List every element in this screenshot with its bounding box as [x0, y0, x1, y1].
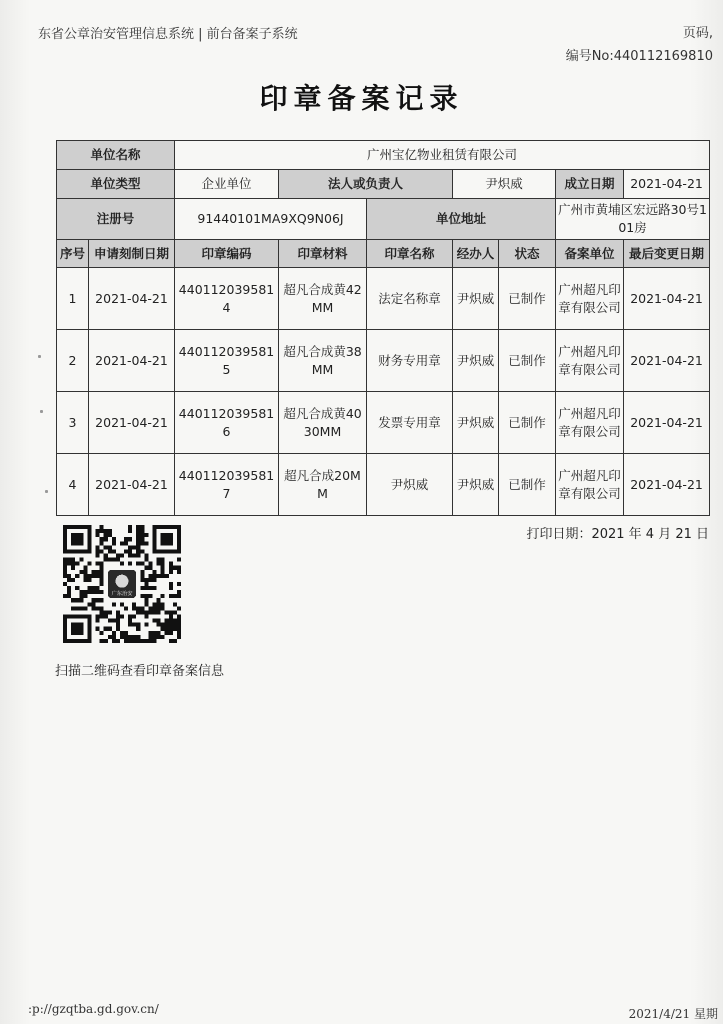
- established-label: 成立日期: [556, 170, 624, 199]
- seal-name: 财务专用章: [367, 330, 453, 392]
- seal-material: 超凡合成黄4030MM: [279, 392, 367, 454]
- seal-name: 发票专用章: [367, 392, 453, 454]
- table-row: [57, 330, 710, 392]
- scan-instruction: 扫描二维码查看印章备案信息: [55, 664, 225, 679]
- table-row: [57, 268, 710, 330]
- column-header: 经办人: [453, 240, 499, 268]
- system-header: 东省公章治安管理信息系统 | 前台备案子系统: [38, 27, 298, 42]
- seal-material: 超凡合成20MM: [279, 454, 367, 516]
- last-change-date: 2021-04-21: [624, 392, 710, 454]
- print-date: 打印日期：2021 年 4 月 21 日: [526, 527, 709, 542]
- seal-name: 法定名称章: [367, 268, 453, 330]
- established-value: 2021-04-21: [624, 170, 710, 199]
- scan-speck: [45, 490, 48, 493]
- reg-no-value: 91440101MA9XQ9N06J: [175, 199, 367, 240]
- legal-person-label: 法人或负责人: [279, 170, 453, 199]
- address-value: 广州市黄埔区宏远路30号101房: [556, 199, 710, 240]
- unit-type-row: [57, 170, 710, 199]
- filing-unit: 广州超凡印章有限公司: [556, 268, 624, 330]
- column-header: 序号: [57, 240, 89, 268]
- handler: 尹炽威: [453, 268, 499, 330]
- apply-date: 2021-04-21: [89, 330, 175, 392]
- seal-record-table: [56, 140, 710, 516]
- scan-speck: [40, 410, 43, 413]
- column-header: 申请刻制日期: [89, 240, 175, 268]
- registration-row: [57, 199, 710, 240]
- column-header: 备案单位: [556, 240, 624, 268]
- seal-code: 4401120395816: [175, 392, 279, 454]
- status: 已制作: [499, 268, 556, 330]
- column-header: 印章材料: [279, 240, 367, 268]
- row-no: 3: [57, 392, 89, 454]
- scan-speck: [38, 355, 41, 358]
- status: 已制作: [499, 454, 556, 516]
- apply-date: 2021-04-21: [89, 392, 175, 454]
- table-row: [57, 392, 710, 454]
- unit-type-label: 单位类型: [57, 170, 175, 199]
- last-change-date: 2021-04-21: [624, 330, 710, 392]
- footer-url[interactable]: :p://gzqtba.gd.gov.cn/: [28, 1002, 159, 1016]
- handler: 尹炽威: [453, 330, 499, 392]
- seal-material: 超凡合成黄42MM: [279, 268, 367, 330]
- column-header: 印章编码: [175, 240, 279, 268]
- apply-date: 2021-04-21: [89, 454, 175, 516]
- address-label: 单位地址: [367, 199, 556, 240]
- page-title: 印章备案记录: [259, 82, 464, 115]
- last-change-date: 2021-04-21: [624, 268, 710, 330]
- table-row: [57, 454, 710, 516]
- legal-person-value: 尹炽威: [453, 170, 556, 199]
- unit-name-value: 广州宝亿物业租赁有限公司: [175, 141, 710, 170]
- seal-name: 尹炽威: [367, 454, 453, 516]
- last-change-date: 2021-04-21: [624, 454, 710, 516]
- column-header: 印章名称: [367, 240, 453, 268]
- row-no: 4: [57, 454, 89, 516]
- filing-unit: 广州超凡印章有限公司: [556, 454, 624, 516]
- status: 已制作: [499, 392, 556, 454]
- seal-code: 4401120395815: [175, 330, 279, 392]
- serial-number: 编号No:440112169810: [565, 49, 713, 64]
- handler: 尹炽威: [453, 454, 499, 516]
- qr-center-label: 广东治安: [111, 590, 133, 597]
- footer-date: 2021/4/21 星期: [628, 1007, 718, 1021]
- qr-code-icon[interactable]: [63, 525, 181, 643]
- seal-code: 4401120395814: [175, 268, 279, 330]
- handler: 尹炽威: [453, 392, 499, 454]
- filing-unit: 广州超凡印章有限公司: [556, 330, 624, 392]
- seal-code: 4401120395817: [175, 454, 279, 516]
- reg-no-label: 注册号: [57, 199, 175, 240]
- unit-type-value: 企业单位: [175, 170, 279, 199]
- status: 已制作: [499, 330, 556, 392]
- unit-name-row: [57, 141, 710, 170]
- page-label: 页码,: [682, 26, 713, 41]
- row-no: 1: [57, 268, 89, 330]
- column-header: 最后变更日期: [624, 240, 710, 268]
- unit-name-label: 单位名称: [57, 141, 175, 170]
- row-no: 2: [57, 330, 89, 392]
- column-header-row: [57, 240, 710, 268]
- filing-unit: 广州超凡印章有限公司: [556, 392, 624, 454]
- page-info: [566, 22, 713, 68]
- seal-material: 超凡合成黄38MM: [279, 330, 367, 392]
- column-header: 状态: [499, 240, 556, 268]
- apply-date: 2021-04-21: [89, 268, 175, 330]
